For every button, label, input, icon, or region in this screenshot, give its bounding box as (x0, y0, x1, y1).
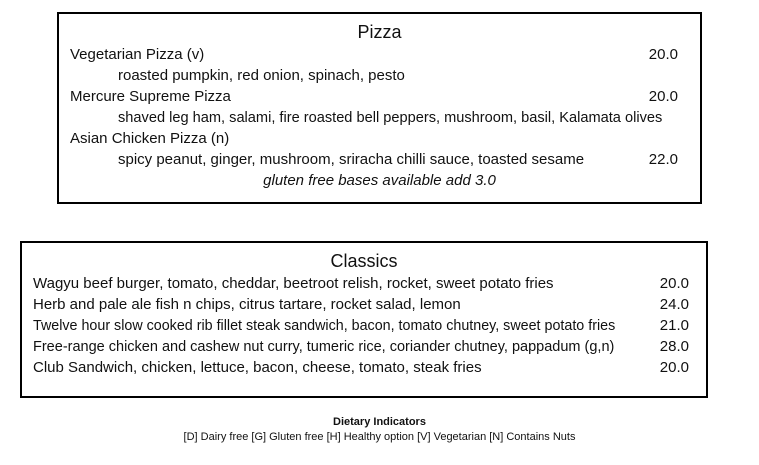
menu-item-price: 20.0 (648, 46, 678, 63)
menu-item-name: Twelve hour slow cooked rib fillet steak sandwich, bacon, tomato chutney, sweet potato fries (33, 318, 616, 334)
classics-section (20, 241, 708, 398)
menu-item-desc: roasted pumpkin, red onion, spinach, pesto (118, 67, 405, 84)
menu-item-name: Wagyu beef burger, tomato, cheddar, beetroot relish, rocket, sweet potato fries (33, 275, 554, 292)
pizza-note: gluten free bases available add 3.0 (263, 172, 496, 189)
menu-item-name: Free-range chicken and cashew nut curry, tumeric rice, coriander chutney, pappadum (g,n) (33, 339, 615, 355)
dietary-title: Dietary Indicators (333, 416, 426, 428)
menu-item-price: 22.0 (648, 151, 678, 168)
menu-item-price: 21.0 (659, 317, 689, 334)
menu-item-desc: spicy peanut, ginger, mushroom, sriracha chilli sauce, toasted sesame (118, 151, 585, 168)
menu-item-name: Herb and pale ale fish n chips, citrus tartare, rocket salad, lemon (33, 296, 461, 313)
menu-item-name: Vegetarian Pizza (v) (70, 46, 205, 63)
menu-item-name: Club Sandwich, chicken, lettuce, bacon, cheese, tomato, steak fries (33, 359, 482, 376)
menu-item-price: 20.0 (648, 88, 678, 105)
menu-item-desc: shaved leg ham, salami, fire roasted bell peppers, mushroom, basil, Kalamata olives (118, 110, 663, 126)
dietary-legend: [D] Dairy free [G] Gluten free [H] Healthy option [V] Vegetarian [N] Contains Nuts (183, 431, 576, 443)
pizza-title: Pizza (357, 22, 402, 42)
menu-item-price: 24.0 (659, 296, 689, 313)
menu-item-name: Mercure Supreme Pizza (70, 88, 231, 105)
classics-title: Classics (330, 251, 398, 271)
menu-item-price: 20.0 (659, 275, 689, 292)
menu-item-name: Asian Chicken Pizza (n) (70, 130, 230, 147)
menu-item-price: 28.0 (659, 338, 689, 355)
menu-item-price: 20.0 (659, 359, 689, 376)
pizza-section (57, 12, 702, 204)
